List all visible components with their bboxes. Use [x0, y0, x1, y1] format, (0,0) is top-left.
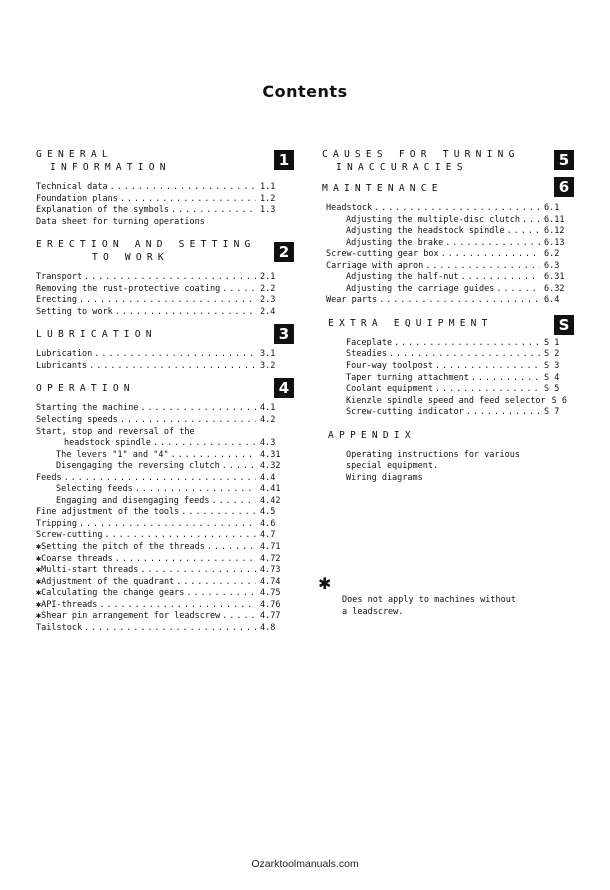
- toc-list-erection: [36, 272, 294, 318]
- toc-entry-label: Shear pin arrangement for leadscrew: [41, 611, 221, 622]
- toc-entry-page: 4.73: [260, 565, 281, 576]
- toc-entry-page: S 3: [544, 361, 560, 372]
- toc-entry[interactable]: [36, 565, 294, 577]
- toc-entry-page: 4.72: [260, 553, 281, 564]
- toc-entry-label: Wiring diagrams: [346, 472, 423, 483]
- toc-entry[interactable]: [36, 403, 294, 415]
- asterisk-icon: ✱: [36, 542, 42, 553]
- toc-entry-page: 4.71: [260, 542, 281, 553]
- toc-entry[interactable]: [36, 600, 294, 612]
- toc-entry[interactable]: [36, 496, 294, 508]
- toc-entry-page: 4.42: [260, 495, 281, 506]
- footnote-line: Does not apply to machines without: [342, 595, 516, 605]
- toc-entry-page: 6.12: [544, 226, 565, 237]
- toc-entry[interactable]: [36, 217, 294, 229]
- toc-entry-label: Screw-cutting gear box: [326, 249, 439, 260]
- toc-entry-label: Lubricants: [36, 360, 88, 371]
- asterisk-icon: ✱: [318, 574, 332, 593]
- toc-entry-label: Wear parts: [326, 295, 378, 306]
- toc-entry-label: Start, stop and reversal of the: [36, 426, 195, 437]
- toc-entry[interactable]: [326, 238, 578, 250]
- toc-entry[interactable]: [36, 438, 294, 450]
- toc-entry-label: Coarse threads: [41, 553, 113, 564]
- toc-entry[interactable]: [346, 407, 578, 419]
- toc-entry[interactable]: [36, 194, 294, 206]
- heading-line: INACCURACIES: [336, 162, 468, 173]
- toc-entry[interactable]: [36, 461, 294, 473]
- toc-entry-page: 4.6: [260, 518, 276, 529]
- asterisk-icon: ✱: [36, 576, 42, 587]
- toc-entry-label: Multi-start threads: [41, 565, 139, 576]
- toc-entry-label: Disengaging the reversing clutch: [56, 461, 220, 472]
- section-badge-5: 5: [554, 150, 574, 170]
- toc-list-appendix: [322, 450, 578, 485]
- toc-entry-page: 4.7: [260, 530, 276, 541]
- toc-entry[interactable]: [326, 215, 578, 227]
- section-heading-erection: [36, 238, 294, 264]
- toc-entry-label: The levers "1" and "4": [56, 449, 169, 460]
- toc-entry-label: Data sheet for turning operations: [36, 216, 205, 227]
- toc-entry-label: API-threads: [41, 599, 98, 610]
- page-title: Contents: [262, 82, 348, 101]
- toc-entry-label: Feeds: [36, 472, 62, 483]
- toc-entry-page: 6.4: [544, 295, 560, 306]
- toc-entry-page: S 7: [544, 407, 560, 418]
- toc-entry-page: 4.3: [260, 438, 276, 449]
- toc-entry[interactable]: [36, 415, 294, 427]
- heading-line: GENERAL: [36, 149, 113, 160]
- toc-entry-page: 4.5: [260, 507, 276, 518]
- toc-entry-label: Adjustment of the quadrant: [41, 576, 175, 587]
- section-badge-1: 1: [274, 150, 294, 170]
- toc-entry-page: 2.2: [260, 283, 276, 294]
- toc-entry-page: 1.3: [260, 205, 276, 216]
- toc-entry-label: headstock spindle: [64, 438, 151, 449]
- toc-entry-page: 3.1: [260, 349, 276, 360]
- heading-line: EXTRA EQUIPMENT: [328, 317, 493, 329]
- toc-entry[interactable]: [36, 272, 294, 284]
- asterisk-icon: ✱: [36, 565, 42, 576]
- toc-entry-label: Setting the pitch of the threads: [41, 542, 205, 553]
- toc-entry-page: 4.2: [260, 415, 276, 426]
- toc-entry-label: Explanation of the symbols: [36, 205, 170, 216]
- toc-entry[interactable]: [36, 427, 294, 439]
- toc-entry-label: Coolant equipment: [346, 384, 433, 395]
- toc-entry-label: Faceplate: [346, 337, 393, 348]
- toc-entry-page: 6.13: [544, 237, 565, 248]
- toc-entry-label: Adjusting the multiple-disc clutch: [346, 214, 520, 225]
- toc-entry[interactable]: [36, 284, 294, 296]
- toc-entry[interactable]: [36, 611, 294, 623]
- toc-entry-label: Screw-cutting indicator: [346, 407, 464, 418]
- toc-entry-page: S 5: [544, 384, 560, 395]
- toc-entry[interactable]: [36, 295, 294, 307]
- toc-entry[interactable]: [36, 473, 294, 485]
- toc-entry-page: 4.32: [260, 461, 281, 472]
- toc-entry[interactable]: [346, 384, 578, 396]
- toc-entry-label: Screw-cutting: [36, 530, 103, 541]
- toc-entry-page: 4.31: [260, 449, 281, 460]
- toc-entry-label: Lubrication: [36, 349, 93, 360]
- toc-entry-label: Steadies: [346, 349, 387, 360]
- toc-entry-page: 6.1: [544, 203, 560, 213]
- toc-entry-label: Selecting feeds: [56, 484, 133, 495]
- asterisk-icon: ✱: [36, 599, 42, 610]
- asterisk-icon: ✱: [36, 553, 42, 564]
- toc-entry[interactable]: [36, 623, 294, 635]
- asterisk-icon: ✱: [36, 611, 42, 622]
- section-heading-extra-equipment: [322, 315, 578, 334]
- toc-entry-label: Foundation plans: [36, 193, 118, 204]
- toc-entry-label: Adjusting the half-nut: [346, 272, 459, 283]
- toc-entry[interactable]: [346, 396, 578, 408]
- toc-entry-page: 1.2: [260, 193, 276, 204]
- toc-entry-page: 4.74: [260, 576, 281, 587]
- toc-entry[interactable]: [36, 554, 294, 566]
- heading-line: ERECTION AND SETTING: [36, 239, 256, 251]
- toc-entry[interactable]: [36, 349, 294, 361]
- heading-line: LUBRICATION: [36, 329, 157, 341]
- toc-entry-page: 6.32: [544, 283, 565, 294]
- section-badge-6: 6: [554, 177, 574, 197]
- section-heading-maintenance: [322, 178, 578, 196]
- toc-entry-label: Adjusting the carriage guides: [346, 283, 495, 294]
- toc-list-operation: [36, 403, 294, 634]
- heading-line: INFORMATION: [50, 162, 171, 173]
- toc-entry-label: Operating instructions for various: [346, 449, 520, 460]
- toc-entry-page: 2.4: [260, 306, 276, 317]
- section-badge-4: 4: [274, 378, 294, 398]
- toc-entry-page: 4.77: [260, 611, 281, 622]
- toc-entry[interactable]: [326, 272, 578, 284]
- section-heading-lubrication: [36, 325, 294, 344]
- section-badge-s: S: [554, 315, 574, 335]
- section-badge-2: 2: [274, 242, 294, 262]
- section-badge-3: 3: [274, 324, 294, 344]
- toc-entry-label: Kienzle spindle speed and feed selector: [346, 395, 546, 406]
- toc-entry-page: 3.2: [260, 360, 276, 371]
- toc-entry[interactable]: [36, 519, 294, 531]
- toc-entry-label: Removing the rust-protective coating: [36, 283, 221, 294]
- toc-entry[interactable]: [326, 261, 578, 273]
- toc-entry-page: S 2: [544, 349, 560, 360]
- toc-entry-label: Selecting speeds: [36, 415, 118, 426]
- toc-entry[interactable]: [36, 588, 294, 600]
- toc-entry-page: 4.41: [260, 484, 281, 495]
- heading-line: TO WORK: [92, 252, 169, 264]
- toc-entry[interactable]: [346, 373, 578, 385]
- toc-entry-label: special equipment.: [346, 461, 439, 472]
- toc-entry[interactable]: [326, 295, 578, 307]
- toc-entry-label: Tripping: [36, 518, 77, 529]
- section-heading-general: [36, 148, 294, 174]
- toc-entry-page: 4.75: [260, 588, 281, 599]
- toc-list-lubrication: [36, 349, 294, 372]
- toc-list-extra-equipment: [322, 338, 578, 419]
- toc-entry[interactable]: [326, 249, 578, 261]
- toc-entry-label: Calculating the change gears: [41, 588, 185, 599]
- toc-entry[interactable]: [36, 450, 294, 462]
- toc-entry-page: 6.2: [544, 249, 560, 260]
- toc-entry-label: Adjusting the brake: [346, 237, 444, 248]
- toc-entry[interactable]: [346, 338, 578, 350]
- toc-entry[interactable]: [36, 542, 294, 554]
- toc-entry-label: Technical data: [36, 182, 108, 192]
- toc-entry[interactable]: [326, 203, 578, 215]
- toc-entry-label: Transport: [36, 272, 83, 283]
- toc-entry[interactable]: [36, 307, 294, 319]
- toc-list-general: [36, 182, 294, 228]
- toc-entry-page: 6.31: [544, 272, 565, 283]
- toc-entry-page: 6.11: [544, 214, 565, 225]
- contents-right-column: [322, 148, 578, 484]
- toc-entry[interactable]: [326, 226, 578, 238]
- toc-entry-label: Engaging and disengaging feeds: [56, 495, 210, 506]
- toc-entry-page: 1.1: [260, 182, 276, 192]
- toc-entry-page: 4.1: [260, 403, 276, 414]
- toc-entry-label: Fine adjustment of the tools: [36, 507, 180, 518]
- toc-entry[interactable]: [326, 284, 578, 296]
- toc-entry-label: Setting to work: [36, 306, 113, 317]
- toc-entry[interactable]: [36, 205, 294, 217]
- toc-entry-label: Starting the machine: [36, 403, 139, 414]
- toc-entry-page: 2.3: [260, 295, 276, 306]
- toc-entry-page: S 1: [544, 337, 560, 348]
- toc-entry[interactable]: [36, 361, 294, 373]
- heading-line: APPENDIX: [328, 429, 416, 441]
- toc-entry-label: Taper turning attachment: [346, 372, 469, 383]
- toc-entry-label: Tailstock: [36, 622, 83, 633]
- heading-line: OPERATION: [36, 383, 135, 395]
- toc-entry-label: Erecting: [36, 295, 77, 306]
- toc-entry[interactable]: [346, 473, 578, 485]
- toc-entry[interactable]: [346, 461, 578, 473]
- toc-entry[interactable]: [346, 361, 578, 373]
- asterisk-icon: ✱: [36, 588, 42, 599]
- toc-entry-label: Adjusting the headstock spindle: [346, 226, 505, 237]
- toc-entry-label: Four-way toolpost: [346, 361, 433, 372]
- toc-entry[interactable]: [36, 182, 294, 194]
- toc-entry-page: S 6: [551, 395, 567, 406]
- toc-entry[interactable]: [36, 530, 294, 542]
- contents-left-column: [36, 148, 294, 634]
- toc-entry-page: 6.3: [544, 260, 560, 271]
- toc-list-maintenance: [322, 203, 578, 307]
- toc-entry-page: S 4: [544, 372, 560, 383]
- heading-line: MAINTENANCE: [322, 183, 443, 194]
- toc-entry-page: 4.4: [260, 472, 276, 483]
- footnote-line: a leadscrew.: [342, 607, 404, 617]
- footer-watermark: Ozarktoolmanuals.com: [251, 858, 359, 870]
- toc-entry[interactable]: [36, 577, 294, 589]
- section-heading-operation: [36, 379, 294, 398]
- toc-entry-page: 4.76: [260, 599, 281, 610]
- heading-line: CAUSES FOR TURNING: [322, 149, 520, 160]
- toc-entry[interactable]: [346, 349, 578, 361]
- toc-entry[interactable]: [346, 450, 578, 462]
- toc-entry[interactable]: [36, 484, 294, 496]
- toc-entry-page: 2.1: [260, 272, 276, 283]
- footnote: [342, 594, 516, 618]
- toc-entry-page: 4.8: [260, 622, 276, 633]
- toc-entry[interactable]: [36, 507, 294, 519]
- section-heading-causes: [322, 148, 578, 174]
- section-heading-appendix: [322, 429, 578, 442]
- toc-entry-label: Carriage with apron: [326, 260, 424, 271]
- toc-entry-label: Headstock: [326, 203, 373, 213]
